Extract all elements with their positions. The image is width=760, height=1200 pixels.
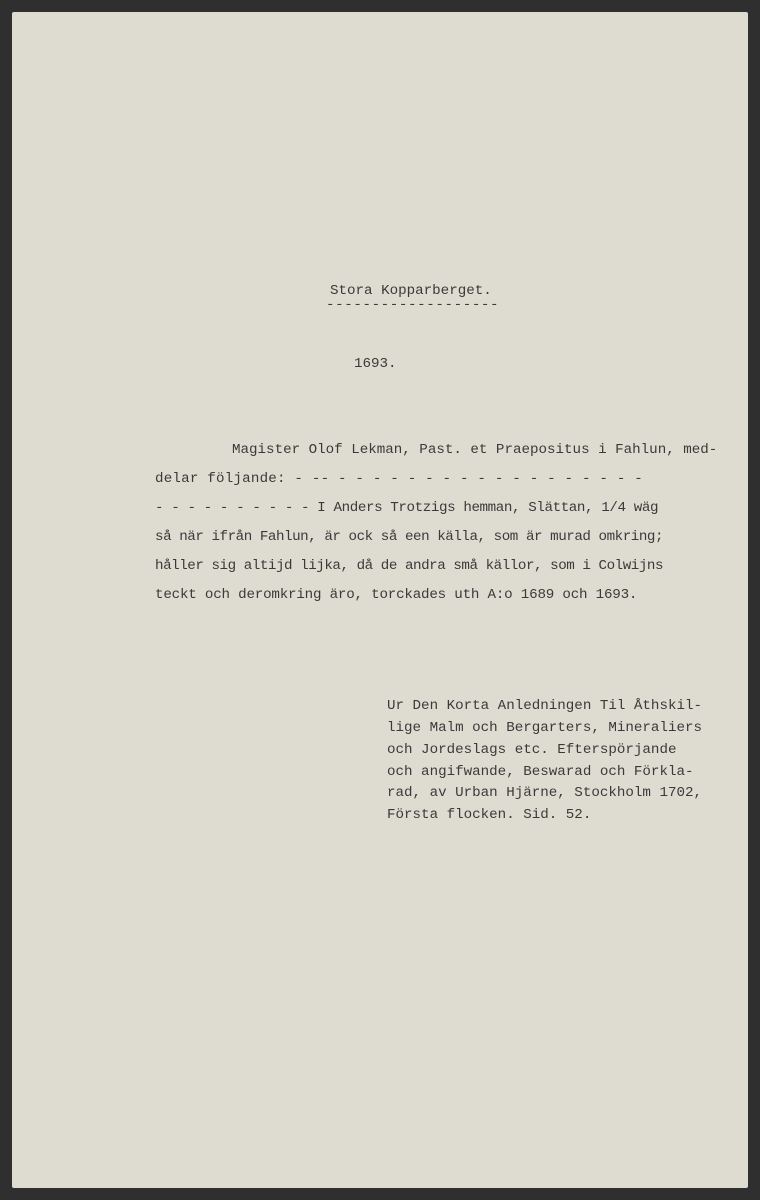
source-line: Ur Den Korta Anledningen Til Åthskil- — [387, 698, 703, 714]
title-underline: ------------------- — [326, 297, 500, 313]
body-line: håller sig altijd lijka, då de andra små källor, som i Colwijns — [155, 558, 664, 574]
body-line: delar följande: - -- - - - - - - - - - - - - - - - - - - — [155, 471, 643, 487]
body-line: Magister Olof Lekman, Past. et Praepositus i Fahlun, med- — [232, 442, 718, 458]
source-line: Första flocken. Sid. 52. — [387, 807, 592, 823]
source-line: och Jordeslags etc. Efterspörjande — [387, 742, 677, 758]
document-year: 1693. — [354, 356, 397, 372]
document-title: Stora Kopparberget. — [330, 283, 492, 299]
source-line: rad, av Urban Hjärne, Stockholm 1702, — [387, 785, 703, 801]
document-page — [12, 12, 748, 1188]
body-line: så när ifrån Fahlun, är ock så een källa, som är murad omkring; — [155, 529, 664, 545]
body-line: teckt och deromkring äro, torckades uth A:o 1689 och 1693. — [155, 587, 638, 603]
source-line: lige Malm och Bergarters, Mineraliers — [387, 720, 703, 736]
source-line: och angifwande, Beswarad och Förkla- — [387, 764, 694, 780]
body-line: - - - - - - - - - - I Anders Trotzigs hemman, Slättan, 1/4 wäg — [155, 500, 659, 516]
